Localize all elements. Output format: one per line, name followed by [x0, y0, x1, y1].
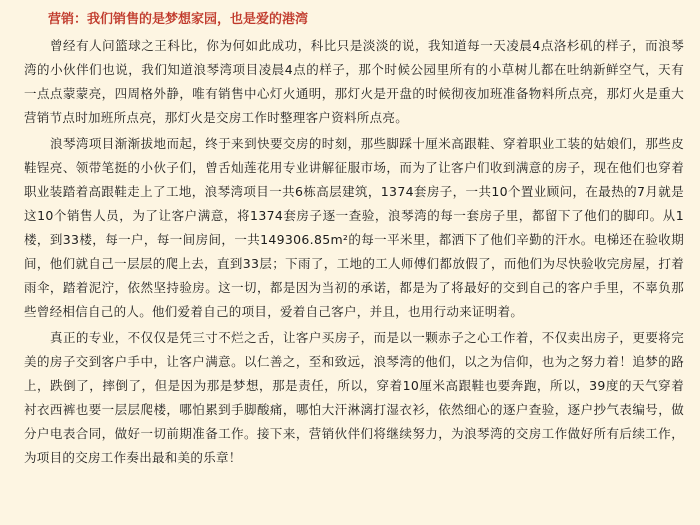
paragraph-3: 真正的专业，不仅仅是凭三寸不烂之舌，让客户买房子，而是以一颗赤子之心工作着，不仅卖出房子，更要将完美的房子交到客户手中，让客户满意。以仁善之，至和致远，浪琴湾的他们，以之为信仰，也为之努力着！追梦的路上，跌倒了，摔倒了，但是因为那是梦想，那是责任，所以，穿着10厘米高跟鞋也要奔跑，所以，39度的天气穿着衬衣西裤也要一层层爬楼，哪怕累到手脚酸痛，哪怕大汗淋漓打湿衣衫，依然细心的逐户查验，逐户抄气表编号，做分户电表合同，做好一切前期准备工作。接下来，营销伙伴们将继续努力，为浪琴湾的交房工作做好所有后续工作，为项目的交房工作奏出最和美的乐章！	[24, 330, 684, 465]
article-heading: 营销：我们销售的是梦想家园，也是爱的港湾	[48, 12, 309, 27]
paragraph-2: 浪琴湾项目渐渐拔地而起，终于来到快要交房的时刻，那些脚踩十厘米高跟鞋、穿着职业工装的姑娘们，那些皮鞋锃亮、领带笔挺的小伙子们，曾舌灿莲花用专业讲解征服市场，而为了让客户们收到满意的房子，现在他们也穿着职业装踏着高跟鞋走上了工地，浪琴湾项目一共6栋高层建筑，1374套房子，一共10个置业顾问，在最热的7月就是这10个销售人员，为了让客户满意，将1374套房子逐一查验，浪琴湾的每一套房子里，都留下了他们的脚印。从1楼，到33楼，每一户，每一间房间，一共149306.85m²的每一平米里，都洒下了他们辛勤的汗水。电梯还在验收期间，他们就自己一层层的爬上去，直到33层；下雨了，工地的工人师傅们都放假了，而他们为尽快验收完房屋，打着雨伞，踏着泥泞，依然坚持验房。这一切，都是因为当初的承诺，都是为了将最好的交到自己的客户手里，不辜负那些曾经相信自己的人。他们爱着自己的项目，爱着自己客户，并且，也用行动来证明着。	[24, 136, 684, 319]
paragraph-1: 曾经有人问篮球之王科比，你为何如此成功，科比只是淡淡的说，我知道每一天凌晨4点洛杉矶的样子，而浪琴湾的小伙伴们也说，我们知道浪琴湾项目凌晨4点的样子，那个时候公园里所有的小草树儿都在吐纳新鲜空气，天有一点点蒙蒙亮，四周格外静，唯有销售中心灯火通明，那灯火是开盘的时候彻夜加班准备物料所点亮，那灯火是重大营销节点时加班所点亮，那灯火是交房工作时整理客户资料所点亮。	[24, 38, 684, 125]
